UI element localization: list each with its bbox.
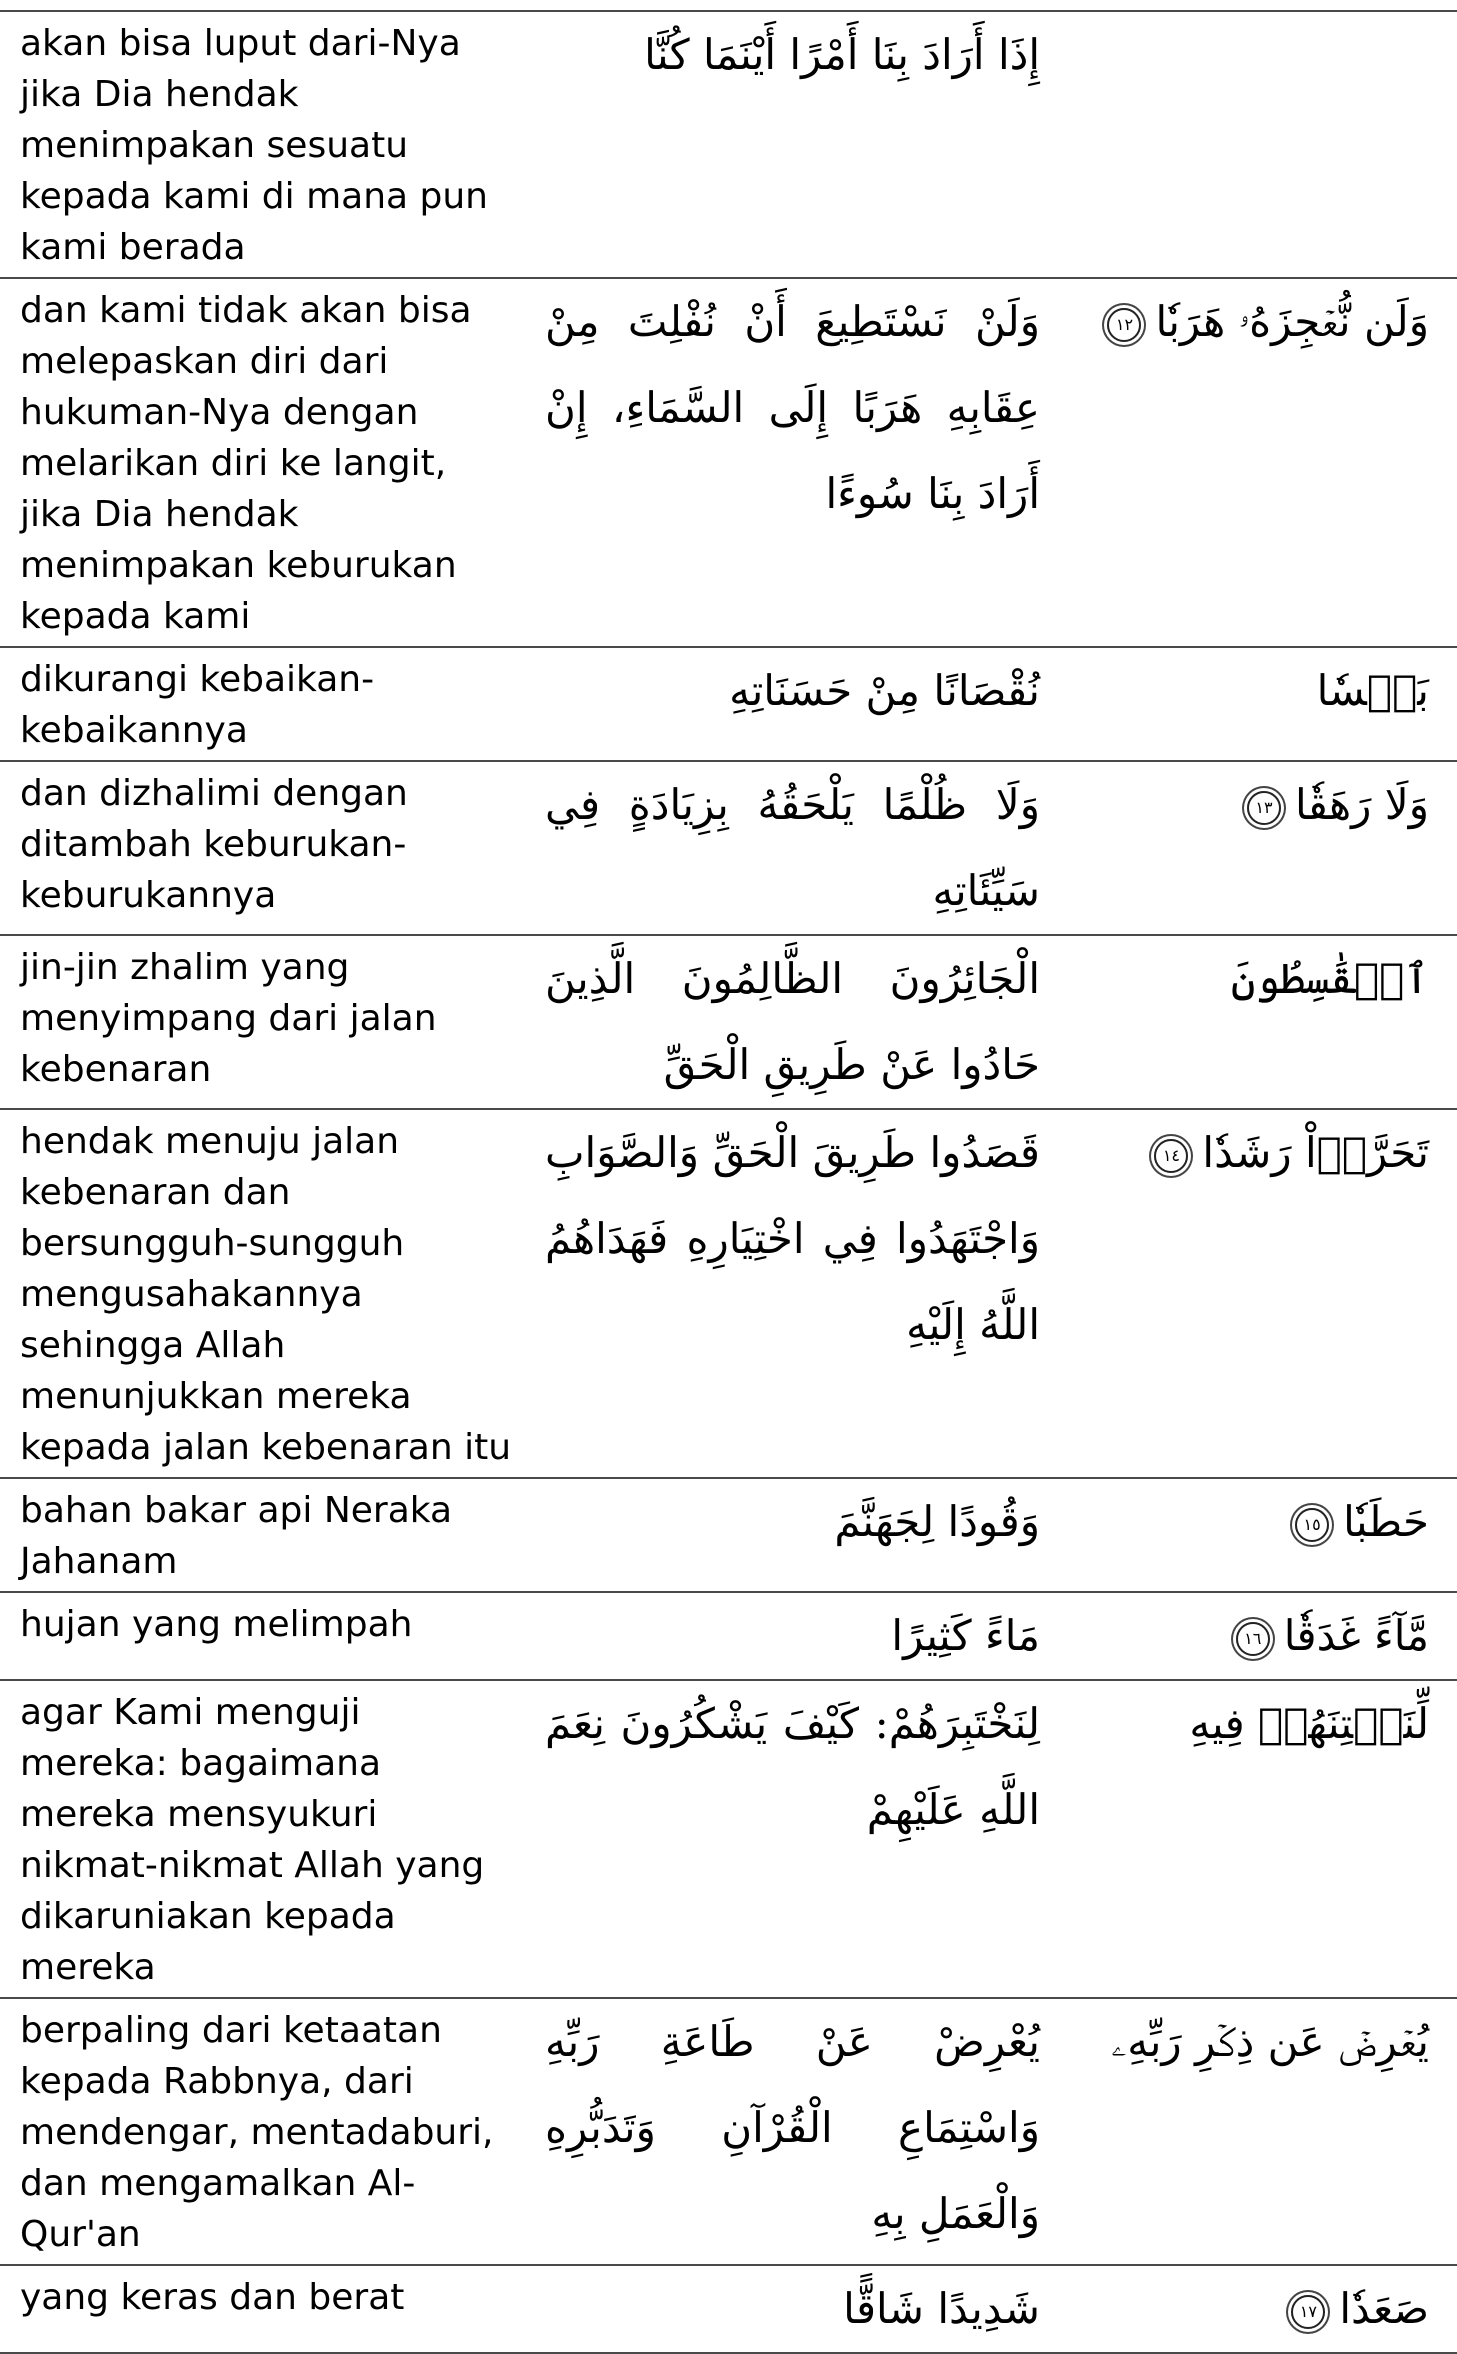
table-row — [0, 1998, 1457, 2265]
vocabulary-table — [0, 10, 1457, 2354]
quran-word-cell — [1060, 1592, 1457, 1680]
ayah-number-icon: ١٤ — [1154, 1139, 1188, 1173]
quran-word-cell — [1060, 1680, 1457, 1998]
quran-word: لِّنَفۡتِنَهُمۡ فِيهِ — [1189, 1699, 1429, 1748]
quran-word: ٱلۡقَٰسِطُونَ — [1230, 954, 1429, 1003]
ayah-number-icon: ١٣ — [1247, 791, 1281, 825]
quran-word: وَلَن نُّعۡجِزَهُۥ هَرَبٗا — [1155, 297, 1429, 346]
meaning-cell: dikurangi kebaikan-kebaikannya — [0, 647, 535, 761]
quran-word: صَعَدٗا — [1339, 2284, 1429, 2333]
explanation-cell: مَاءً كَثِيرًا — [535, 1592, 1060, 1680]
table-row — [0, 935, 1457, 1109]
quran-word-cell — [1060, 1478, 1457, 1592]
quran-word: مَّآءً غَدَقٗا — [1283, 1611, 1429, 1660]
table-row — [0, 2265, 1457, 2353]
ayah-number-icon: ١٦ — [1236, 1622, 1270, 1656]
quran-word-cell — [1060, 11, 1457, 278]
quran-word: وَلَا رَهَقٗا — [1294, 780, 1429, 829]
meaning-cell: hendak menuju jalan kebenaran dan bersungguh-sungguh mengusahakannya sehingga Allah menunjukkan mereka kepada jalan kebenaran itu — [0, 1109, 535, 1478]
explanation-cell: شَدِيدًا شَاقًّا — [535, 2265, 1060, 2353]
ayah-number-icon: ١٢ — [1107, 308, 1141, 342]
ayah-number-icon: ١٧ — [1291, 2295, 1325, 2329]
meaning-cell: dan dizhalimi dengan ditambah keburukan-keburukannya — [0, 761, 535, 935]
meaning-cell: bahan bakar api Neraka Jahanam — [0, 1478, 535, 1592]
meaning-cell: yang keras dan berat — [0, 2265, 535, 2353]
meaning-cell: dan kami tidak akan bisa melepaskan diri dari hukuman-Nya dengan melarikan diri ke langit, jika Dia hendak menimpakan keburukan kepada kami — [0, 278, 535, 647]
table-row — [0, 11, 1457, 278]
quran-word-cell — [1060, 1998, 1457, 2265]
quran-word-cell — [1060, 761, 1457, 935]
explanation-cell: وَلَنْ نَسْتَطِيعَ أَنْ نُفْلِتَ مِنْ عِقَابِهِ هَرَبًا إِلَى السَّمَاءِ، إِنْ أَرَادَ بِنَا سُوءًا — [535, 278, 1060, 647]
quran-word: بَخۡسٗا — [1316, 666, 1429, 715]
explanation-cell: الْجَائِرُونَ الظَّالِمُونَ الَّذِينَ حَادُوا عَنْ طَرِيقِ الْحَقِّ — [535, 935, 1060, 1109]
explanation-cell: إِذَا أَرَادَ بِنَا أَمْرًا أَيْنَمَا كُنَّا — [535, 11, 1060, 278]
meaning-cell: jin-jin zhalim yang menyimpang dari jalan kebenaran — [0, 935, 535, 1109]
explanation-cell: نُقْصَانًا مِنْ حَسَنَاتِهِ — [535, 647, 1060, 761]
meaning-cell: akan bisa luput dari-Nya jika Dia hendak menimpakan sesuatu kepada kami di mana pun kami berada — [0, 11, 535, 278]
meaning-cell: berpaling dari ketaatan kepada Rabbnya, dari mendengar, mentadaburi, dan mengamalkan Al-Qur'an — [0, 1998, 535, 2265]
ayah-number-icon: ١٥ — [1295, 1508, 1329, 1542]
explanation-cell: وَقُودًا لِجَهَنَّمَ — [535, 1478, 1060, 1592]
quran-word-cell — [1060, 2265, 1457, 2353]
meaning-cell: agar Kami menguji mereka: bagaimana mereka mensyukuri nikmat-nikmat Allah yang dikaruniakan kepada mereka — [0, 1680, 535, 1998]
table-row — [0, 1592, 1457, 1680]
quran-word-cell — [1060, 647, 1457, 761]
table-row — [0, 647, 1457, 761]
quran-word-cell — [1060, 935, 1457, 1109]
quran-word-cell — [1060, 278, 1457, 647]
quran-word: حَطَبٗا — [1343, 1497, 1429, 1546]
table-row — [0, 1478, 1457, 1592]
explanation-cell: لِنَخْتَبِرَهُمْ: كَيْفَ يَشْكُرُونَ نِعَمَ اللَّهِ عَلَيْهِمْ — [535, 1680, 1060, 1998]
meaning-cell: hujan yang melimpah — [0, 1592, 535, 1680]
quran-word: يُعۡرِضۡ عَن ذِكۡرِ رَبِّهِۦ — [1111, 2017, 1429, 2066]
table-row — [0, 278, 1457, 647]
table-row — [0, 1680, 1457, 1998]
table-row — [0, 1109, 1457, 1478]
explanation-cell: يُعْرِضْ عَنْ طَاعَةِ رَبِّهِ وَاسْتِمَاعِ الْقُرْآنِ وَتَدَبُّرِهِ وَالْعَمَلِ بِهِ — [535, 1998, 1060, 2265]
explanation-cell: قَصَدُوا طَرِيقَ الْحَقِّ وَالصَّوَابِ وَاجْتَهَدُوا فِي اخْتِيَارِهِ فَهَدَاهُمُ اللَّهُ إِلَيْهِ — [535, 1109, 1060, 1478]
table-row — [0, 761, 1457, 935]
quran-word: تَحَرَّوۡاْ رَشَدٗا — [1202, 1128, 1429, 1177]
explanation-cell: وَلَا ظُلْمًا يَلْحَقُهُ بِزِيَادَةٍ فِي سَيِّئَاتِهِ — [535, 761, 1060, 935]
quran-word-cell — [1060, 1109, 1457, 1478]
